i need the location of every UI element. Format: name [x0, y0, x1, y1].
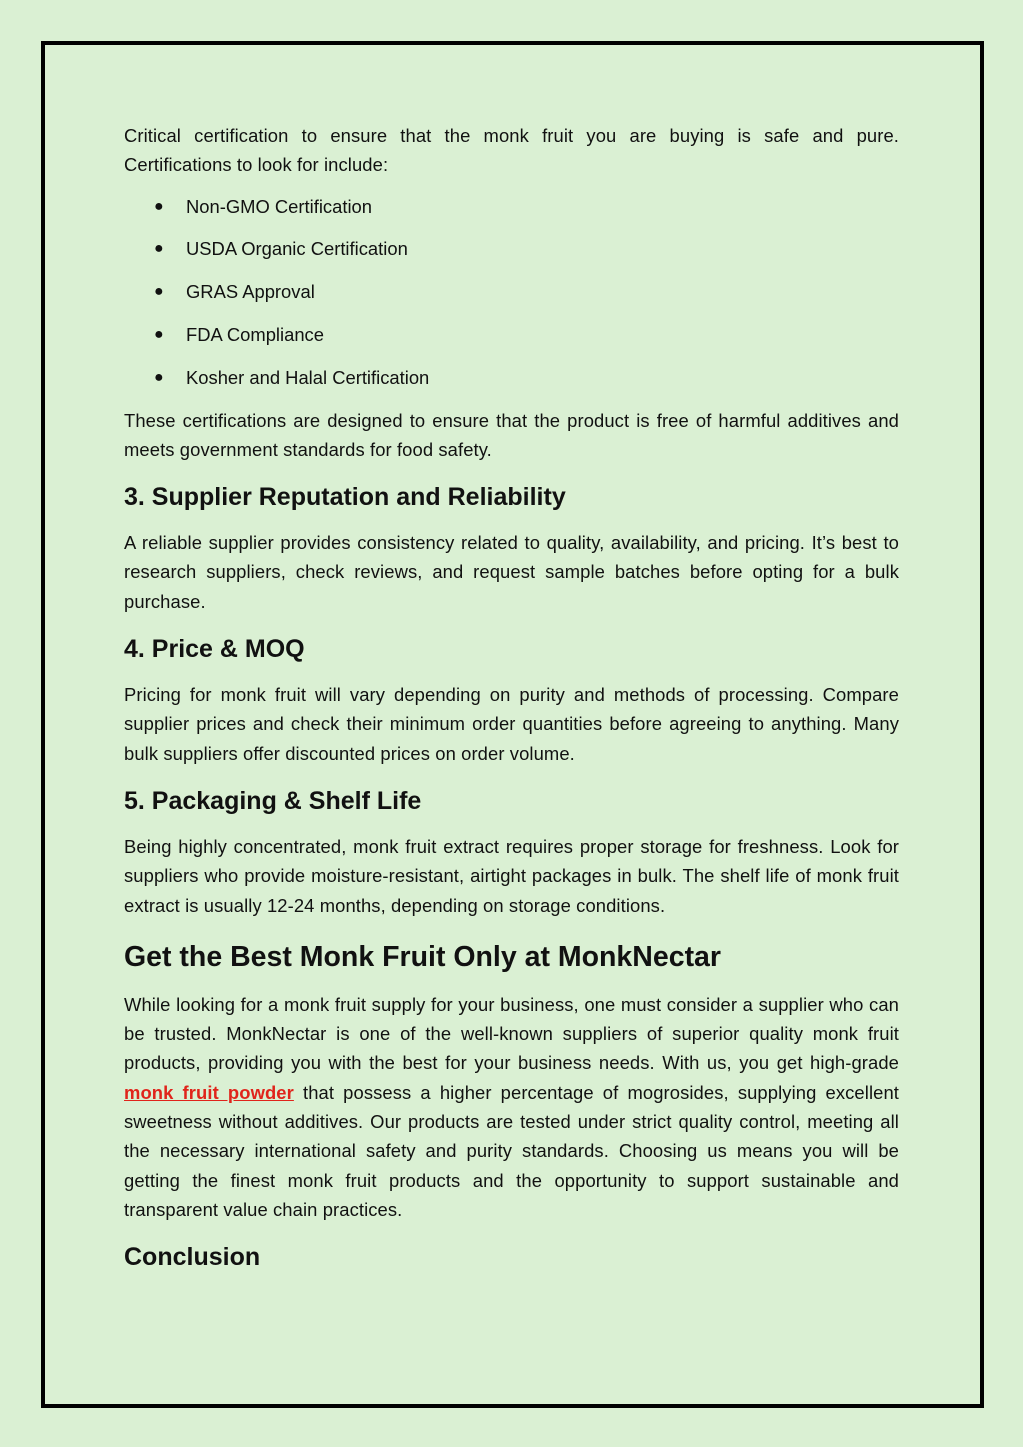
monknectar-text-after: that possess a higher percentage of mogrosides, supplying excellent sweetness without additives. Our products are tested under strict quality control, meeting all the necessary international safety and purity standards. Choosing us means you will be getting the finest monk fruit products and the opportunity to support sustainable and transparent value chain practices.: [124, 1081, 899, 1220]
certification-list: [124, 192, 899, 392]
bullet-icon: ●: [154, 368, 164, 386]
section-heading-packaging: 5. Packaging & Shelf Life: [124, 786, 422, 815]
list-item-label: Non-GMO Certification: [186, 195, 372, 217]
document-body: [124, 121, 899, 1288]
list-item: [124, 363, 899, 392]
bullet-icon: ●: [154, 197, 164, 215]
bullet-icon: ●: [154, 325, 164, 343]
list-item: [124, 192, 899, 221]
monknectar-heading: Get the Best Monk Fruit Only at MonkNectar: [124, 940, 721, 973]
list-item-label: FDA Compliance: [186, 323, 324, 345]
monknectar-text-before: While looking for a monk fruit supply for your business, one must consider a supplier who can be trusted. MonkNectar is one of the well-known suppliers of superior quality monk fruit products, providing you with the best for your business needs. With us, you get high-grade: [124, 993, 899, 1074]
certification-summary: These certifications are designed to ensure that the product is free of harmful additives and meets government standards for food safety.: [124, 409, 899, 460]
section-body-supplier: A reliable supplier provides consistency related to quality, availability, and pricing. It’s best to research suppliers, check reviews, and request sample batches before opting for a bulk purchase.: [124, 532, 899, 612]
intro-paragraph: Critical certification to ensure that the monk fruit you are buying is safe and pure. Certifications to look for include:: [124, 125, 899, 176]
section-body-price: Pricing for monk fruit will vary depending on purity and methods of processing. Compare supplier prices and check their minimum order quantities before agreeing to anything. Many bulk suppliers offer discounted prices on order volume.: [124, 684, 899, 764]
bullet-icon: ●: [154, 283, 164, 301]
monknectar-paragraph: [124, 990, 899, 1224]
list-item-label: Kosher and Halal Certification: [186, 366, 430, 388]
section-heading-supplier: 3. Supplier Reputation and Reliability: [124, 483, 566, 512]
section-heading-price: 4. Price & MOQ: [124, 635, 305, 664]
conclusion-heading: Conclusion: [124, 1243, 261, 1272]
list-item: [124, 320, 899, 349]
list-item: [124, 277, 899, 306]
list-item: [124, 234, 899, 263]
list-item-label: GRAS Approval: [186, 281, 315, 303]
bullet-icon: ●: [154, 240, 164, 258]
monk-fruit-powder-link[interactable]: monk fruit powder: [124, 1081, 294, 1103]
section-body-packaging: Being highly concentrated, monk fruit extract requires proper storage for freshness. Look for suppliers who provide moisture-resistant, airtight packages in bulk. The shelf life of monk fruit extract is usually 12-24 months, depending on storage conditions.: [124, 835, 899, 916]
list-item-label: USDA Organic Certification: [186, 238, 408, 260]
